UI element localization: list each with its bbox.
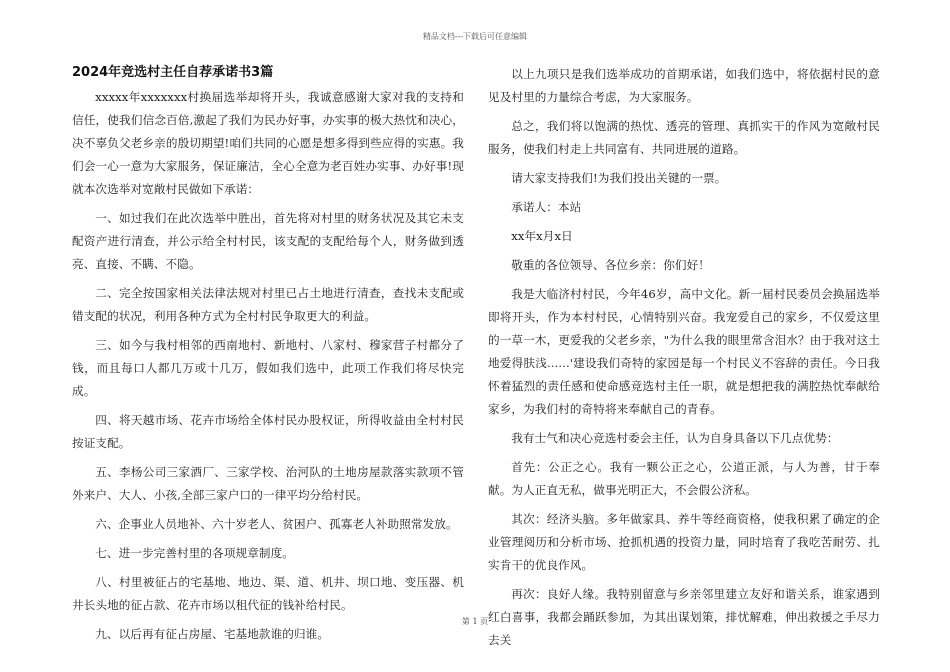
paragraph: 九、以后再有征占房屋、宅基地款谁的归谁。: [95, 627, 330, 641]
paragraph: 五、李杨公司三家酒厂、三家学校、治河队的土地房屋款落实款项不管外来户、大人、小孩,全部三家户口的一律平均分给村民。: [72, 465, 464, 502]
paragraph: 三、如今与我村相邻的西南地村、新地村、八家村、穆家营子村都分了钱，而且每口人都几万或十几万，假如我们选中，此项工作我们将尽快完成。: [72, 338, 464, 398]
paragraph: 首先：公正之心。我有一颗公正之心，公道正派，与人为善，甘于奉献。为人正直无私，做事光明正大，不会假公济私。: [488, 460, 880, 497]
paragraph: 其次：经济头脑。多年做家具、养牛等经商资格，使我积累了确定的企业管理阅历和分析市场、抢抓机遇的投资力量，同时培育了我吃苦耐劳、扎实肯干的优良作风。: [488, 512, 880, 572]
page-number: 第 1 页: [461, 617, 489, 626]
paragraph: 再次：良好人缘。我特别留意与乡亲邻里建立友好和谐关系，谁家遇到红白喜事，我都会踊跃参加，为其出谋划策，排忧解难，伸出救援之手尽力去关: [488, 587, 880, 647]
paragraph: 总之，我们将以饱满的热忱、透亮的管理、真抓实干的作风为宽敞村民服务，使我们村走上共同富有、共同进展的道路。: [488, 119, 880, 156]
greeting: 敬重的各位领导、各位乡亲：你们好！: [511, 258, 710, 272]
right-column: [488, 63, 880, 658]
paragraph: 以上九项只是我们选举成功的首期承诺，如我们选中，将依据村民的意见及村里的力量综合考虑，为大家服务。: [488, 67, 880, 104]
paragraph: 我有士气和决心竞选村委会主任，认为自身具备以下几点优势：: [511, 431, 839, 445]
paragraph: 七、进一步完善村里的各项规章制度。: [95, 546, 294, 560]
paragraph: 请大家支持我们!为我们投出关键的一票。: [511, 171, 727, 185]
paragraph: 八、村里被征占的宅基地、地边、渠、道、机井、坝口地、变压器、机井长头地的征占款、花卉市场以租代征的钱补给村民。: [72, 575, 464, 612]
date-line: xx年x月x日: [511, 229, 573, 243]
paragraph: 六、企事业人员地补、六十岁老人、贫困户、孤寡老人补助照常发放。: [95, 517, 458, 531]
document-title: 2024年竞选村主任自荐承诺书3篇: [72, 65, 274, 80]
paragraph: 一、如过我们在此次选举中胜出，首先将对村里的财务状况及其它未支配资产进行清查，并公示给全村村民，该支配的支配给每个人，财务做到透亮、直接、不瞒、不隐。: [72, 211, 464, 271]
paragraph: 四、将天越市场、花卉市场给全体村民办股权证，所得收益由全村村民按证支配。: [72, 413, 464, 450]
paragraph: xxxxx年xxxxxxx村换届选举却将开头，我诚意感谢大家对我的支持和信任，使我们信念百倍,激起了我们为民办好事，办实事的极大热忱和决心，决不辜负父老乡亲的殷切期望!咱们共同的心愿是想多得到些应得的实惠。我们会一心一意为大家服务，保证廉洁，全心全意为老百姓办实事、办好事!现就本次选举对宽敞村民做如下承诺：: [72, 90, 464, 196]
paragraph: 二、完全按国家相关法律法规对村里已占土地进行清查，查找未支配或错支配的状况，利用各种方式为全村村民争取更大的利益。: [72, 286, 464, 323]
page-header: 精品文档---下载后可任意编辑: [422, 32, 528, 41]
left-column: [72, 63, 464, 652]
signature-line: 承诺人：本站: [511, 200, 582, 214]
paragraph: 我是大临济村村民，今年46岁，高中文化。新一届村民委员会换届选举即将开头，作为本村村民，心情特别兴奋。我宠爱自己的家乡，不仅爱这里的一草一木，更爱我的父老乡亲，"为什么我的眼里常含泪水？由于我对这土地爱得肤浅......'建设我们奇特的家园是每一个村民义不容辞的责任。今日我怀着猛烈的责任感和使命感竞选村主任一职，就是想把我的满腔热忱奉献给家乡，为我们村的奇特将来奉献自己的青春。: [488, 287, 880, 416]
